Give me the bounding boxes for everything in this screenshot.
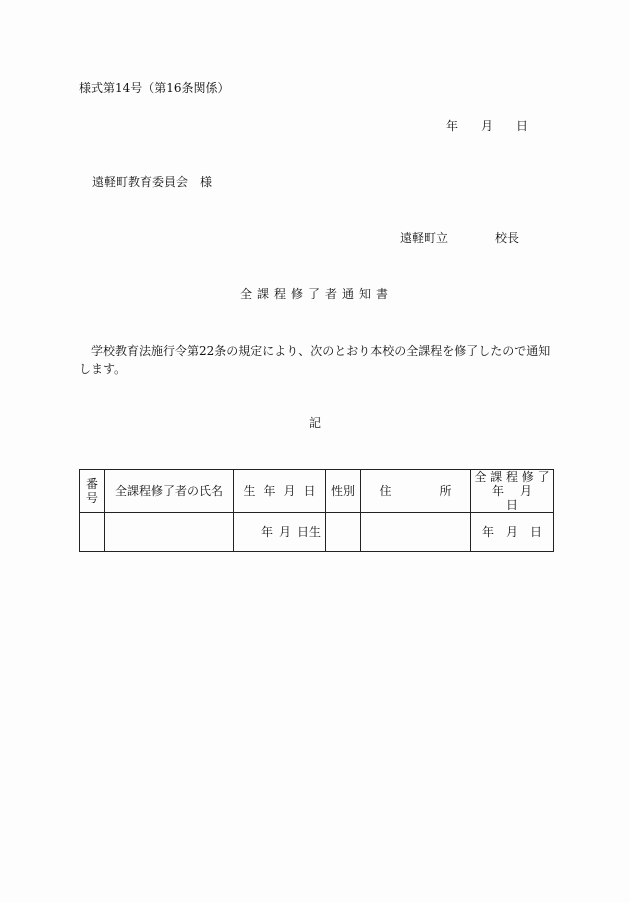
document-title: 全課程修了者通知書: [240, 287, 394, 301]
sender-school: 遠軽町立: [400, 231, 449, 245]
header-address: 住 所: [361, 470, 471, 513]
cell-sex[interactable]: [326, 513, 361, 552]
cell-name[interactable]: [105, 513, 234, 552]
addressee: 遠軽町教育委員会 様: [92, 175, 213, 189]
record-table: [79, 469, 554, 552]
header-completion-line2: 年 月日: [491, 484, 533, 512]
header-birth: 生 年 月 日: [234, 470, 326, 513]
date-line: [446, 119, 528, 133]
cell-birth[interactable]: 年 月 日生: [234, 513, 326, 552]
table-row: [80, 513, 554, 552]
header-completion-line1: 全 課 程 修 了: [474, 470, 550, 484]
body-text: 学校教育法施行令第22条の規定により、次のとおり本校の全課程を修了したので通知します。: [79, 344, 551, 376]
cell-address[interactable]: [361, 513, 471, 552]
table-header-row: [80, 470, 554, 513]
header-name: 全課程修了者の氏名: [105, 470, 234, 513]
header-sex: 性別: [326, 470, 361, 513]
form-number: 様式第14号（第16条関係）: [79, 81, 230, 95]
sender: [400, 231, 519, 245]
date-day-label: 日: [516, 119, 529, 133]
date-year-label: 年: [446, 119, 459, 133]
cell-number[interactable]: [80, 513, 105, 552]
date-month-label: 月: [481, 119, 494, 133]
sender-title: 校長: [495, 231, 520, 245]
note-label: 記: [309, 416, 322, 430]
header-number: 番 号: [80, 470, 105, 513]
cell-completion[interactable]: 年 月 日: [471, 513, 554, 552]
header-completion: [471, 470, 554, 513]
